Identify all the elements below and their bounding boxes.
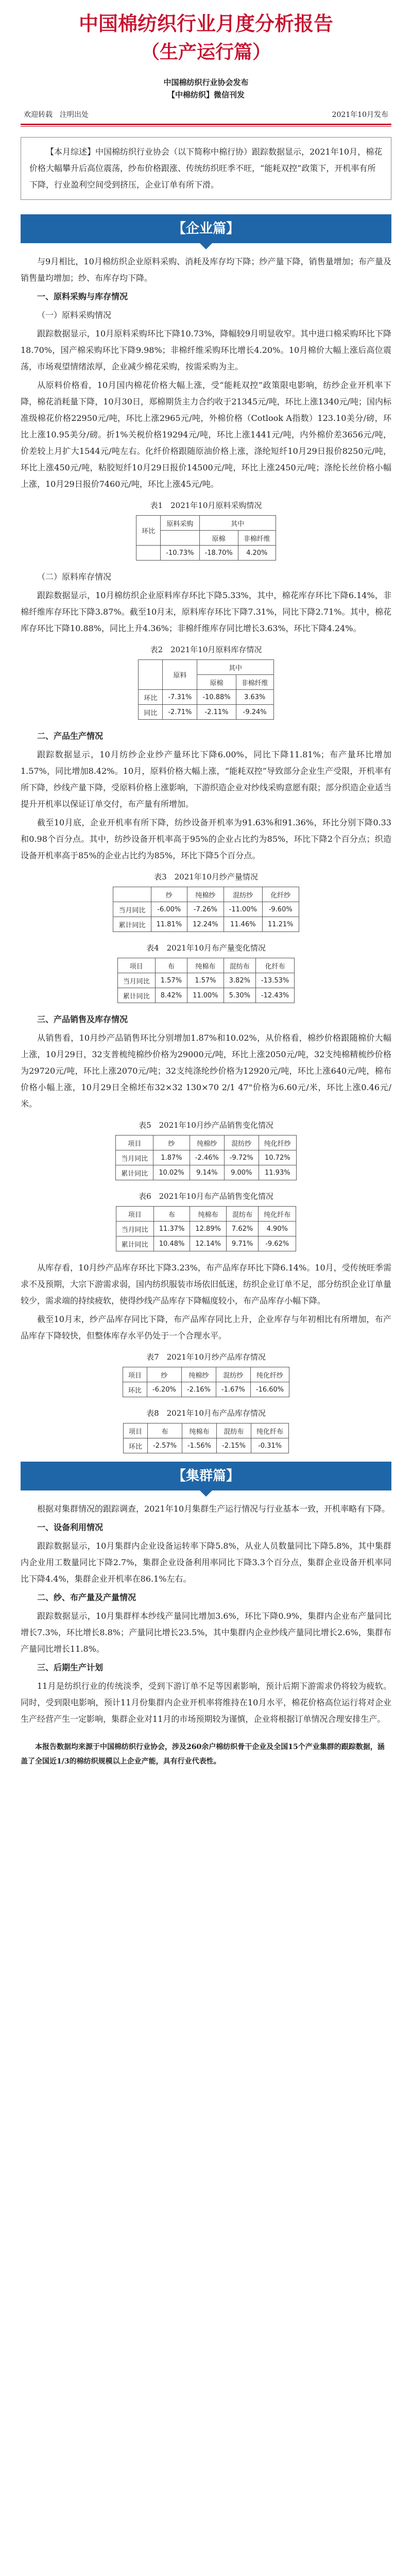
plan-text: 11月是纺织行业的传统淡季，受到下游订单不足等因素影响，预计后期下游需求仍将较为疲软。同时，受到限电影响，预计11月份集群内企业开机率将维持在10月水平，棉花价格高位运行将对企业生产经营产生一定影响，集群企业对11月的市场预期较为谨慎，企业将根据订单情况合理安排生产。 [21, 1681, 391, 1724]
sales-text: 从销售看，10月纱产品销售环比分别增加1.87%和10.02%，从价格看，棉纱价格跟随棉价大幅上涨，10月29日，32支普梳纯棉纱价格为29000元/吨，环比上涨2050元/吨，32支纯棉精梳纱价格为29720元/吨，环比上涨2070元/吨；32支纯涤纶纱价格为12920元/吨，环比上涨640元/吨，棉布价格小幅上涨，10月29日全棉坯布32×32 130×70 2/1 47"价格为6.60元/米，环比上涨0.46元/米。 [21, 1033, 391, 1109]
table-cell: 7.62% [226, 1222, 258, 1236]
raw-stock-text: 跟踪数据显示，10月棉纺织企业原料库存环比下降5.33%，其中，棉花库存环比下降6.14%，非棉纤维库存环比下降3.87%。截至10月末，原料库存环比下降7.31%，同比下降2.71%。其中，棉花库存环比下降10.88%，同比上升4.36%；非棉纤维库存同比增长3.63%，环比下降4.24%。 [21, 590, 391, 633]
table8-caption: 表8 2021年10月布产品库存情况 [146, 1409, 266, 1418]
heading-plan: 三、后期生产计划 [37, 1663, 104, 1672]
table-cell: 4.20% [238, 546, 276, 561]
table1-caption: 表1 2021年10月原料采购情况 [150, 501, 262, 510]
output-text: 跟踪数据显示，10月集群样本纱线产量同比增加3.6%，环比下降0.9%，集群内企业布产量同比增长7.3%，环比增长8.8%；产量同比增长23.5%，其中集群内企业纱线产量同比增长2.6%，集群布产量同比增长11.8%。 [21, 1611, 391, 1654]
table-header-cell: 其中 [199, 516, 276, 531]
table-header-cell: 布 [153, 1207, 190, 1222]
heading-raw-purchase: （一）原料采购情况 [37, 310, 112, 320]
table-cell: 9.71% [226, 1236, 258, 1251]
table-header-cell: 布 [155, 958, 187, 973]
table-header-cell: 纯化纤纱 [259, 1136, 296, 1150]
table-header-cell: 布 [148, 1423, 182, 1438]
table2-caption: 表2 2021年10月原料库存情况 [150, 645, 262, 654]
table-row [139, 705, 273, 720]
table-header-cell: 化纤布 [255, 958, 294, 973]
raw-price-text: 从原料价格看，10月国内棉花价格大幅上涨，受“能耗双控”政策限电影响，纺纱企业开机率下降，棉花消耗量下降，10月30日，郑棉期货主力合约收于21345元/吨，环比上涨1340元/吨；国内标准级棉花价格22950元/吨，环比上涨2965元/吨，外棉价格（Cotlook A指数）123.10美分/磅，环比上涨10.95美分/磅。折1%关税价格19294元/吨，环比上涨1441元/吨，内外棉价差3656元/吨，价差较上月扩大1544元/吨左右。化纤价格跟随原油价格上涨，涤纶短纤10月29日报价8250元/吨，环比上涨450元/吨，粘胶短纤10月29日报价14500元/吨，环比上涨2450元/吨；涤纶长丝价格小幅上涨，10月29日报价7460元/吨，环比上涨45元/吨。 [21, 380, 391, 489]
table-cell: 10.02% [153, 1165, 190, 1180]
stock-text: 从库存看，10月纱产品库存环比下降3.23%，布产品库存环比下降6.14%。10月，受传统旺季需求不及预期，大宗下游需求弱，国内纺织服装市场依旧低迷，纺织企业订单不足，部分纺织企业订单量较少，需求端的持续疲软，使得纱线产品库存下降幅度较小，布产品库存小幅下降。 [21, 1263, 392, 1306]
table-header-cell: 混纺纱 [224, 887, 262, 902]
table-cell: -13.53% [255, 973, 294, 988]
table-cell: 12.24% [187, 917, 224, 932]
table-header-cell: 纯棉布 [182, 1423, 217, 1438]
table-header-cell: 混纺布 [224, 958, 255, 973]
table-header-cell: 纱 [153, 1136, 190, 1150]
table-header-cell: 项目 [116, 1207, 153, 1222]
equipment-text: 跟踪数据显示，10月集群内企业设备运转率下降5.8%，从业人员数量同比下降5.8%，其中集群内企业用工数量同比下降2.7%，集群企业设备利用率同比下降3.3个百分点，集群企业设备开机率同比下降4.4%，集群企业开机率在86.1%左右。 [21, 1541, 391, 1584]
table-cell: 当月同比 [116, 1150, 153, 1165]
table-cell: 10.48% [153, 1236, 190, 1251]
table-cell: 11.81% [151, 917, 187, 932]
table-cell: -18.70% [199, 546, 238, 561]
table-header-cell: 化纤纱 [262, 887, 299, 902]
table-header-cell: 项目 [123, 1367, 147, 1382]
table-header-cell: 原棉 [197, 675, 236, 690]
table-cell: -7.26% [187, 902, 224, 917]
table-header-cell: 纯化纤纱 [250, 1367, 289, 1382]
heading-sales: 三、产品销售及库存情况 [37, 1014, 128, 1024]
table-cell: 累计同比 [116, 1236, 153, 1251]
table-cell: 1.87% [153, 1150, 190, 1165]
meta-row [21, 109, 391, 123]
table-header-cell: 非棉纤维 [238, 531, 276, 546]
table-row [123, 1438, 288, 1453]
table-cell: 11.93% [259, 1165, 296, 1180]
table-yarn-stock [123, 1367, 289, 1397]
table-header-cell: 纱 [147, 1367, 181, 1382]
table-header-cell [139, 660, 163, 690]
table-row [123, 1382, 289, 1397]
section-banner-enterprise: 【企业篇】 [21, 214, 391, 243]
table-row [113, 902, 299, 917]
table-yarn-sales [115, 1135, 297, 1180]
table-cell: 环比 [123, 1382, 147, 1397]
heading-raw-stock: （二）原料库存情况 [37, 572, 112, 582]
table-row [113, 917, 299, 932]
table-row [116, 1222, 296, 1236]
table-header-cell: 混纺布 [226, 1207, 258, 1222]
table-cell: 累计同比 [113, 917, 151, 932]
table-header-cell: 纱 [151, 887, 187, 902]
table4-caption: 表4 2021年10月布产量变化情况 [146, 943, 266, 953]
enterprise-summary: 与9月相比，10月棉纺织企业原料采购、消耗及库存均下降；纱产量下降，销售量增加；布产量及销售量均增加；纱、布库存均下降。 [21, 257, 391, 283]
table-row [117, 988, 294, 1003]
header-divider-thin [21, 126, 391, 127]
table-cell: -1.67% [216, 1382, 250, 1397]
table-cell: 9.14% [190, 1165, 224, 1180]
table-cell: 累计同比 [117, 988, 155, 1003]
table-header-cell [161, 531, 199, 546]
table-header-cell [113, 887, 151, 902]
table-cell: 1.57% [187, 973, 224, 988]
table-row [116, 1150, 297, 1165]
table-cell: 5.30% [224, 988, 255, 1003]
table-cell: 11.21% [262, 917, 299, 932]
table-cell: 累计同比 [116, 1165, 153, 1180]
table-cell: 8.42% [155, 988, 187, 1003]
table-cell: 当月同比 [113, 902, 151, 917]
heading-raw-material: 一、原料采购与库存情况 [37, 292, 128, 301]
table-header-cell: 混纺布 [217, 1423, 251, 1438]
table-cell: 同比 [139, 705, 163, 720]
table-header-cell: 混纺纱 [216, 1367, 250, 1382]
raw-purchase-text: 跟踪数据显示，10月原料采购环比下降10.73%，降幅较9月明显收窄。其中进口棉采购环比下降18.70%，国产棉采购环比下降9.98%；非棉纤维采购环比增长4.20%。10月棉价大幅上涨后高位震荡，市场观望情绪浓厚，企业减少棉花采购，按需采购为主。 [21, 329, 391, 371]
table-header-cell: 其中 [197, 660, 273, 675]
table-cell: 12.89% [190, 1222, 227, 1236]
table5-caption: 表5 2021年10月纱产品销售变化情况 [139, 1121, 273, 1130]
table-cell: 12.14% [190, 1236, 227, 1251]
production-text-1: 跟踪数据显示，10月纺纱企业纱产量环比下降6.00%，同比下降11.81%；布产量环比增加1.57%，同比增加8.42%。10月，原料价格大幅上涨，“能耗双控”导致部分企业生产受限，开机率有所下降，纱线产量下降，受原料价格上涨影响，下游织造企业对纱线采购意愿有限；部分织造企业适当提升开机率以保证订单交付，布产量有所增加。 [21, 750, 392, 809]
meta-date: 2021年10月发布 [332, 111, 388, 119]
report-subtitle: （生产运行篇） [141, 41, 271, 63]
heading-equipment: 一、设备利用情况 [37, 1522, 104, 1532]
heading-output: 二、纱、布产量及产量情况 [37, 1592, 136, 1602]
table-header-cell: 项目 [116, 1136, 153, 1150]
table-header-cell: 纯棉纱 [190, 1136, 224, 1150]
table-cell: -9.62% [259, 1236, 296, 1251]
section-banner-cluster: 【集群篇】 [21, 1462, 391, 1490]
table-cell: -2.11% [197, 705, 236, 720]
table-header-cell: 原料采购 [161, 516, 199, 531]
data-source-note: 本报告数据均来源于中国棉纺织行业协会，涉及260余户棉纺织骨干企业及全国15个产业集群的跟踪数据，涵盖了全国近1/3的棉纺织规模以上企业产能，具有行业代表性。 [21, 1743, 385, 1766]
production-text-2: 截至10月底，企业开机率有所下降，纺纱设备开机率为91.63%和91.36%，环比分别下降0.33和0.98个百分点。其中，纺纱设备开机率高于95%的企业占比约为85%，环比下降2个百分点；织造设备开机率高于85%的企业占比约为85%，环比下降5个百分点。 [21, 818, 391, 860]
table-row [117, 973, 294, 988]
table-cell: -10.73% [161, 546, 199, 561]
table-cell: -1.56% [182, 1438, 217, 1453]
table-cell: 3.63% [236, 690, 273, 705]
table-cell: -9.24% [236, 705, 273, 720]
table-header-cell: 纯棉布 [190, 1207, 227, 1222]
table-cell: 当月同比 [116, 1222, 153, 1236]
table-cell: -12.43% [255, 988, 294, 1003]
table7-caption: 表7 2021年10月纱产品库存情况 [146, 1352, 266, 1362]
table-cell: 当月同比 [117, 973, 155, 988]
table-header-cell: 纯棉纱 [181, 1367, 216, 1382]
table-header-cell: 纯化纤布 [251, 1423, 289, 1438]
table-cell: -9.72% [224, 1150, 259, 1165]
table-cell: -2.57% [148, 1438, 182, 1453]
table-row [139, 690, 273, 705]
table-header-cell: 纯化纤布 [259, 1207, 296, 1222]
table-header-cell: 纯棉纱 [187, 887, 224, 902]
table-raw-stock [138, 659, 273, 720]
table-cell: -7.31% [163, 690, 197, 705]
table-cell: -6.20% [147, 1382, 181, 1397]
report-title: 中国棉纺织行业月度分析报告 [78, 12, 333, 35]
table-cell: 9.00% [224, 1165, 259, 1180]
table-cell: -11.00% [224, 902, 262, 917]
table-row [116, 1236, 296, 1251]
table-header-cell: 原料 [163, 660, 197, 690]
table-cell: 11.46% [224, 917, 262, 932]
table-cell: -2.16% [181, 1382, 216, 1397]
table-cell: -10.88% [197, 690, 236, 705]
table-header-cell: 非棉纤维 [236, 675, 273, 690]
table-fabric-output [117, 958, 295, 1003]
cluster-intro: 根据对集群情况的跟踪调查，2021年10月集群生产运行情况与行业基本一致，开机率略有下降。 [37, 1504, 390, 1514]
table-fabric-stock [123, 1423, 289, 1453]
table-cell: 11.00% [187, 988, 224, 1003]
table-raw-purchase [136, 515, 276, 561]
wechat-line: 【中棉纺织】微信刊发 [167, 90, 245, 99]
heading-production: 二、产品生产情况 [37, 731, 104, 741]
meta-welcome: 欢迎转载 注明出处 [24, 111, 89, 119]
table-row [136, 546, 276, 561]
table-cell: -2.71% [163, 705, 197, 720]
table-header-cell: 环比 [136, 516, 161, 546]
table-cell: 10.72% [259, 1150, 296, 1165]
table-header-cell: 项目 [123, 1423, 147, 1438]
table-cell: -16.60% [250, 1382, 289, 1397]
table-cell: -2.46% [190, 1150, 224, 1165]
table-header-cell: 项目 [117, 958, 155, 973]
table-cell: 4.90% [259, 1222, 296, 1236]
publisher-line: 中国棉纺织行业协会发布 [163, 78, 249, 87]
table-header-cell: 原棉 [199, 531, 238, 546]
stock-text-2: 截至10月末，纱产品库存同比下降，布产品库存同比上升，企业库存与年初相比有所增加，布产品库存下降较快，但整体库存水平仍处于一个合理水平。 [21, 1314, 391, 1341]
table-yarn-output [113, 887, 299, 932]
table-fabric-sales [116, 1206, 297, 1251]
table-cell: -2.15% [217, 1438, 251, 1453]
table-cell [136, 546, 161, 561]
table-cell: 环比 [123, 1438, 147, 1453]
table-header-cell: 纯棉布 [187, 958, 224, 973]
table-cell: -9.60% [262, 902, 299, 917]
table-header-cell: 混纺纱 [224, 1136, 259, 1150]
header-divider [21, 124, 391, 125]
table3-caption: 表3 2021年10月纱产量情况 [154, 872, 258, 882]
table-cell: -0.31% [251, 1438, 289, 1453]
table-cell: -6.00% [151, 902, 187, 917]
table-cell: 环比 [139, 690, 163, 705]
table6-caption: 表6 2021年10月布产品销售变化情况 [139, 1192, 273, 1201]
table-cell: 1.57% [155, 973, 187, 988]
summary-box: 【本月综述】中国棉纺织行业协会（以下简称中棉行协）跟踪数据显示，2021年10月，棉花价格大幅攀升后高位震荡，纱布价格跟涨、传统纺织旺季不旺，“能耗双控”政策下，开机率有所下降，行业盈利空间受到挤压，企业订单有所下滑。 [21, 137, 391, 200]
table-cell: 3.82% [224, 973, 255, 988]
table-row [116, 1165, 297, 1180]
table-cell: 11.37% [153, 1222, 190, 1236]
